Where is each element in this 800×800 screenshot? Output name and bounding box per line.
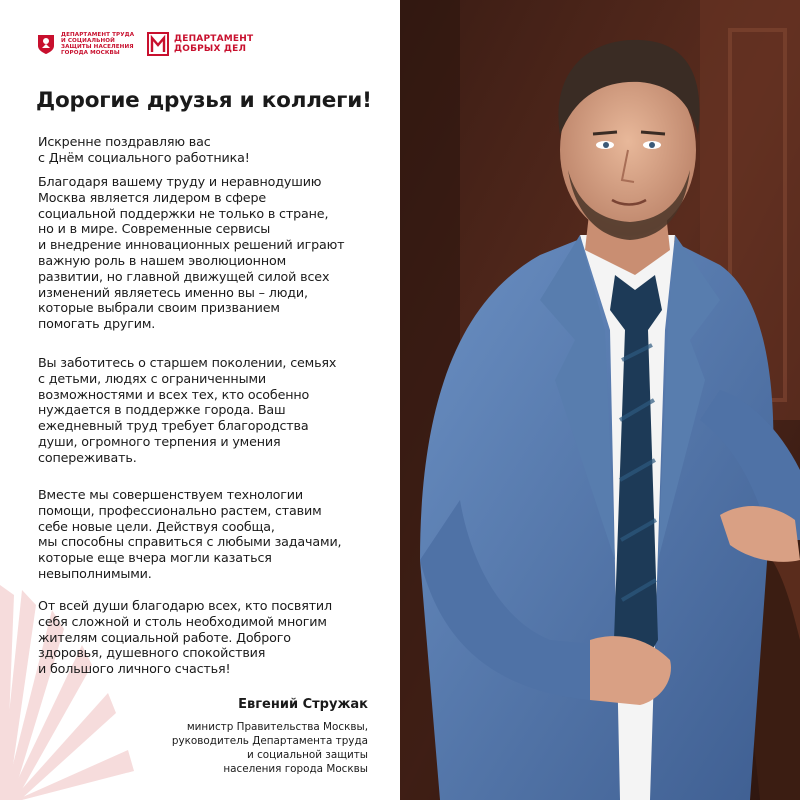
logo-department-labor-text: ДЕПАРТАМЕНТ ТРУДА И СОЦИАЛЬНОЙ ЗАЩИТЫ НАСЕЛЕНИЯ ГОРОДА МОСКВЫ: [61, 32, 135, 56]
signature-name: Евгений Стружак: [238, 697, 368, 712]
logo-department-labor: [36, 32, 151, 56]
letter-paragraph-3: Вы заботитесь о старшем поколении, семьях с детьми, людях с ограниченными возможностями и всех тех, кто особенно нуждается в поддержке города. Ваш ежедневный труд требует благородства души, огромного терпения и умения сопереживать.: [38, 355, 337, 465]
logo-department-good-deeds: [147, 32, 253, 56]
letter-heading: Дорогие друзья и коллеги!: [36, 88, 372, 113]
letter-paragraph-5: От всей души благодарю всех, кто посвятил себя сложной и столь необходимой многим жителям социальной работе. Доброго здоровья, душевного спокойствия и большого личного счастья!: [38, 598, 332, 677]
letter-paragraph-2: Благодаря вашему труду и неравнодушию Москва является лидером в сфере социальной поддержки не только в стране, но и в мире. Современные сервисы и внедрение инновационных решений играют важную роль в нашем эволюционном развитии, но главной движущей силой всех изменений являетесь именно вы – люди, которые выбрали своим призванием помогать другим.: [38, 174, 345, 332]
logo-department-good-deeds-text: ДЕПАРТАМЕНТ ДОБРЫХ ДЕЛ: [174, 34, 254, 54]
good-deeds-mark-icon: [147, 32, 169, 56]
signature-title: министр Правительства Москвы, руководитель Департамента труда и социальной защиты населения города Москвы: [171, 721, 368, 775]
letter-paragraph-4: Вместе мы совершенствуем технологии помощи, профессионально растем, ставим себе новые цели. Действуя сообща, мы способны справиться с любыми задачами, которые еще вчера могли казаться невыполнимыми.: [38, 487, 342, 581]
moscow-emblem-icon: [36, 33, 56, 55]
letter-paragraph-1: Искренне поздравляю вас с Днём социального работника!: [38, 134, 250, 165]
portrait-photo: [400, 0, 800, 800]
portrait-illustration: [400, 0, 800, 800]
